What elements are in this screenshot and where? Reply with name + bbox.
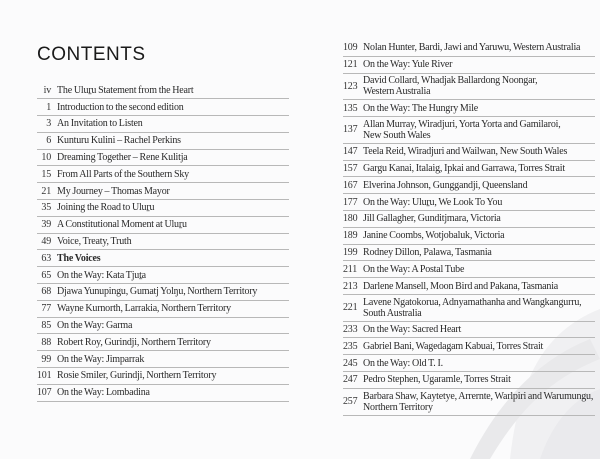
entry-title-line: A Constitutional Moment at Uluṟu — [57, 219, 187, 231]
entry-title — [363, 75, 595, 97]
entry-title-line: Western Australia — [363, 86, 431, 98]
entry-title — [363, 324, 595, 335]
entry-title — [363, 197, 595, 208]
toc-entry[interactable] — [343, 144, 595, 161]
toc-entry[interactable] — [37, 183, 289, 200]
page-number: 88 — [41, 336, 51, 348]
entry-title-line: On the Way: The Hungry Mile — [363, 102, 479, 114]
entry-title — [363, 297, 595, 319]
page-number: 135 — [343, 102, 358, 114]
entry-title-line: Teela Reid, Wiradjuri and Wailwan, New South Wales — [363, 146, 568, 158]
toc-entry[interactable] — [343, 322, 595, 339]
entry-title — [363, 264, 595, 275]
contents-left-column — [37, 83, 289, 402]
toc-entry[interactable] — [343, 372, 595, 389]
toc-entry[interactable] — [37, 334, 289, 351]
page-number: 199 — [343, 246, 358, 258]
entry-title-line: Joining the Road to Uluṟu — [57, 202, 155, 214]
entry-title — [363, 103, 595, 114]
entry-title — [363, 341, 595, 352]
toc-entry[interactable] — [37, 301, 289, 318]
entry-title-line: Darlene Mansell, Moon Bird and Pakana, Tasmania — [363, 280, 559, 292]
entry-title-line: Voice, Treaty, Truth — [57, 236, 132, 248]
entry-title — [57, 186, 289, 197]
entry-title — [363, 59, 595, 70]
toc-entry[interactable] — [37, 351, 289, 368]
page-number: 15 — [41, 168, 51, 180]
page-number: 107 — [37, 387, 52, 399]
entry-title-line: Pedro Stephen, Ugaramle, Torres Strait — [363, 374, 511, 386]
entry-title — [57, 152, 289, 163]
page-number: 85 — [41, 320, 51, 332]
toc-entry[interactable] — [343, 211, 595, 228]
page-number: 157 — [343, 162, 358, 174]
entry-title — [363, 42, 595, 53]
entry-title — [57, 286, 289, 297]
entry-title-line: Wayne Kurnorth, Larrakia, Northern Territory — [57, 303, 231, 315]
page-number: 77 — [41, 303, 51, 315]
page-number: 68 — [41, 286, 51, 298]
page-number: 39 — [41, 219, 51, 231]
entry-title-line: An Invitation to Listen — [57, 118, 143, 130]
page-number: 247 — [343, 374, 358, 386]
toc-entry[interactable] — [37, 200, 289, 217]
page-number: 10 — [41, 152, 51, 164]
entry-title-line: Lavene Ngatokorua, Adnyamathanha and Wangkangurru, — [363, 296, 582, 308]
entry-title — [363, 358, 595, 369]
entry-title-line: Allan Murray, Wiradjuri, Yorta Yorta and Gamilaroi, — [363, 118, 561, 130]
entry-title-line: On the Way: Old T. I. — [363, 357, 443, 369]
page-number: 99 — [41, 353, 51, 365]
entry-title — [57, 219, 289, 230]
page-number: 189 — [343, 230, 358, 242]
entry-title-line: Djawa Yunupingu, Gumatj Yolŋu, Northern Territory — [57, 286, 258, 298]
toc-entry[interactable] — [37, 150, 289, 167]
toc-entry[interactable] — [37, 284, 289, 301]
page-number: 257 — [343, 396, 358, 408]
contents-right-column — [343, 40, 595, 416]
page-number: 1 — [46, 101, 51, 113]
toc-entry[interactable] — [37, 166, 289, 183]
entry-title-line: Gargu Kanai, Italaig, Ipkai and Garrawa, Torres Strait — [363, 162, 565, 174]
toc-entry[interactable] — [343, 228, 595, 245]
entry-title — [363, 163, 595, 174]
entry-title-line: The Voices — [57, 252, 101, 264]
toc-entry[interactable] — [343, 161, 595, 178]
toc-entry[interactable] — [343, 194, 595, 211]
toc-entry[interactable] — [37, 83, 289, 100]
toc-entry[interactable] — [37, 234, 289, 251]
page-number: 35 — [41, 202, 51, 214]
page-number: iv — [43, 84, 51, 96]
entry-title-line: On the Way: Garma — [57, 320, 133, 332]
page-number: 137 — [343, 124, 358, 136]
page-number: 245 — [343, 357, 358, 369]
toc-entry[interactable] — [37, 116, 289, 133]
entry-title — [57, 354, 289, 365]
toc-entry[interactable] — [343, 117, 595, 144]
entry-title-line: On the Way: Jimparrak — [57, 353, 145, 365]
entry-title-line: The Uluṟu Statement from the Heart — [57, 84, 194, 96]
page-number: 221 — [343, 302, 358, 314]
page-number: 211 — [343, 263, 358, 275]
entry-title-line: On the Way: Uluṟu, We Look To You — [363, 196, 503, 208]
toc-entry[interactable] — [343, 355, 595, 372]
toc-entry[interactable] — [37, 250, 289, 267]
entry-title-line: Gabriel Bani, Wagedagam Kabuai, Torres Strait — [363, 340, 544, 352]
toc-entry[interactable] — [343, 74, 595, 101]
entry-title — [57, 135, 289, 146]
entry-title — [363, 281, 595, 292]
entry-title-line: Rosie Smiler, Gurindji, Northern Territory — [57, 370, 217, 382]
entry-title — [57, 169, 289, 180]
entry-title-line: On the Way: A Postal Tube — [363, 263, 465, 275]
entry-title-line: New South Wales — [363, 129, 431, 141]
entry-title — [363, 230, 595, 241]
toc-entry[interactable] — [37, 99, 289, 116]
toc-entry[interactable] — [343, 338, 595, 355]
page-number: 167 — [343, 179, 358, 191]
entry-title — [363, 146, 595, 157]
entry-title-line: Northern Territory — [363, 401, 433, 413]
entry-title-line: Elverina Johnson, Gunggandji, Queensland — [363, 179, 528, 191]
toc-entry[interactable] — [343, 261, 595, 278]
page-number: 6 — [46, 135, 51, 147]
toc-entry[interactable] — [343, 295, 595, 322]
entry-title-line: David Collard, Whadjak Ballardong Noongar, — [363, 75, 538, 87]
entry-title-line: Dreaming Together – Rene Kulitja — [57, 152, 188, 164]
page-number: 49 — [41, 236, 51, 248]
entry-title — [57, 236, 289, 247]
entry-title — [363, 247, 595, 258]
entry-title-line: Janine Coombs, Wotjobaluk, Victoria — [363, 230, 505, 242]
entry-title — [57, 337, 289, 348]
entry-title — [363, 374, 595, 385]
toc-entry[interactable] — [343, 389, 595, 416]
entry-title — [57, 253, 289, 264]
page-number: 63 — [41, 252, 51, 264]
toc-entry[interactable] — [37, 385, 289, 402]
toc-entry[interactable] — [37, 368, 289, 385]
entry-title — [57, 320, 289, 331]
toc-entry[interactable] — [343, 245, 595, 262]
entry-title — [363, 213, 595, 224]
entry-title-line: My Journey – Thomas Mayor — [57, 185, 170, 197]
page-number: 177 — [343, 196, 358, 208]
page-number: 65 — [41, 269, 51, 281]
entry-title — [57, 102, 289, 113]
entry-title — [363, 180, 595, 191]
page-number: 147 — [343, 146, 358, 158]
page-number: 101 — [37, 370, 52, 382]
toc-entry[interactable] — [343, 40, 595, 57]
entry-title — [57, 85, 289, 96]
page-number: 21 — [41, 185, 51, 197]
entry-title-line: Rodney Dillon, Palawa, Tasmania — [363, 246, 492, 258]
entry-title-line: On the Way: Yule River — [363, 59, 453, 71]
page-number: 180 — [343, 213, 358, 225]
entry-title — [363, 391, 595, 413]
toc-entry[interactable] — [343, 177, 595, 194]
toc-entry[interactable] — [343, 57, 595, 74]
entry-title-line: On the Way: Sacred Heart — [363, 324, 462, 336]
entry-title — [363, 119, 595, 141]
entry-title — [57, 303, 289, 314]
page-number: 235 — [343, 340, 358, 352]
toc-entry[interactable] — [37, 267, 289, 284]
page-number: 233 — [343, 324, 358, 336]
entry-title-line: Barbara Shaw, Kaytetye, Arrernte, Warlpiri and Warumungu, — [363, 390, 594, 402]
toc-entry[interactable] — [343, 100, 595, 117]
entry-title-line: South Australia — [363, 307, 422, 319]
entry-title-line: Robert Roy, Gurindji, Northern Territory — [57, 336, 211, 348]
entry-title — [57, 370, 289, 381]
toc-entry[interactable] — [37, 133, 289, 150]
page-title: CONTENTS — [37, 44, 146, 65]
toc-entry[interactable] — [37, 217, 289, 234]
entry-title — [57, 270, 289, 281]
entry-title — [57, 387, 289, 398]
toc-entry[interactable] — [37, 318, 289, 335]
page-number: 121 — [343, 59, 358, 71]
entry-title-line: From All Parts of the Southern Sky — [57, 168, 189, 180]
entry-title-line: On the Way: Kata Tjuṯa — [57, 269, 146, 281]
page-number: 3 — [46, 118, 51, 130]
entry-title-line: Introduction to the second edition — [57, 101, 184, 113]
entry-title-line: Jill Gallagher, Gunditjmara, Victoria — [363, 213, 501, 225]
entry-title-line: Nolan Hunter, Bardi, Jawi and Yaruwu, Western Australia — [363, 42, 581, 54]
entry-title — [57, 202, 289, 213]
entry-title-line: On the Way: Lombadina — [57, 387, 150, 399]
entry-title-line: Kunturu Kulini – Rachel Perkins — [57, 135, 181, 147]
toc-entry[interactable] — [343, 278, 595, 295]
page-number: 123 — [343, 80, 358, 92]
entry-title — [57, 118, 289, 129]
page-number: 213 — [343, 280, 358, 292]
page-number: 109 — [343, 42, 358, 54]
